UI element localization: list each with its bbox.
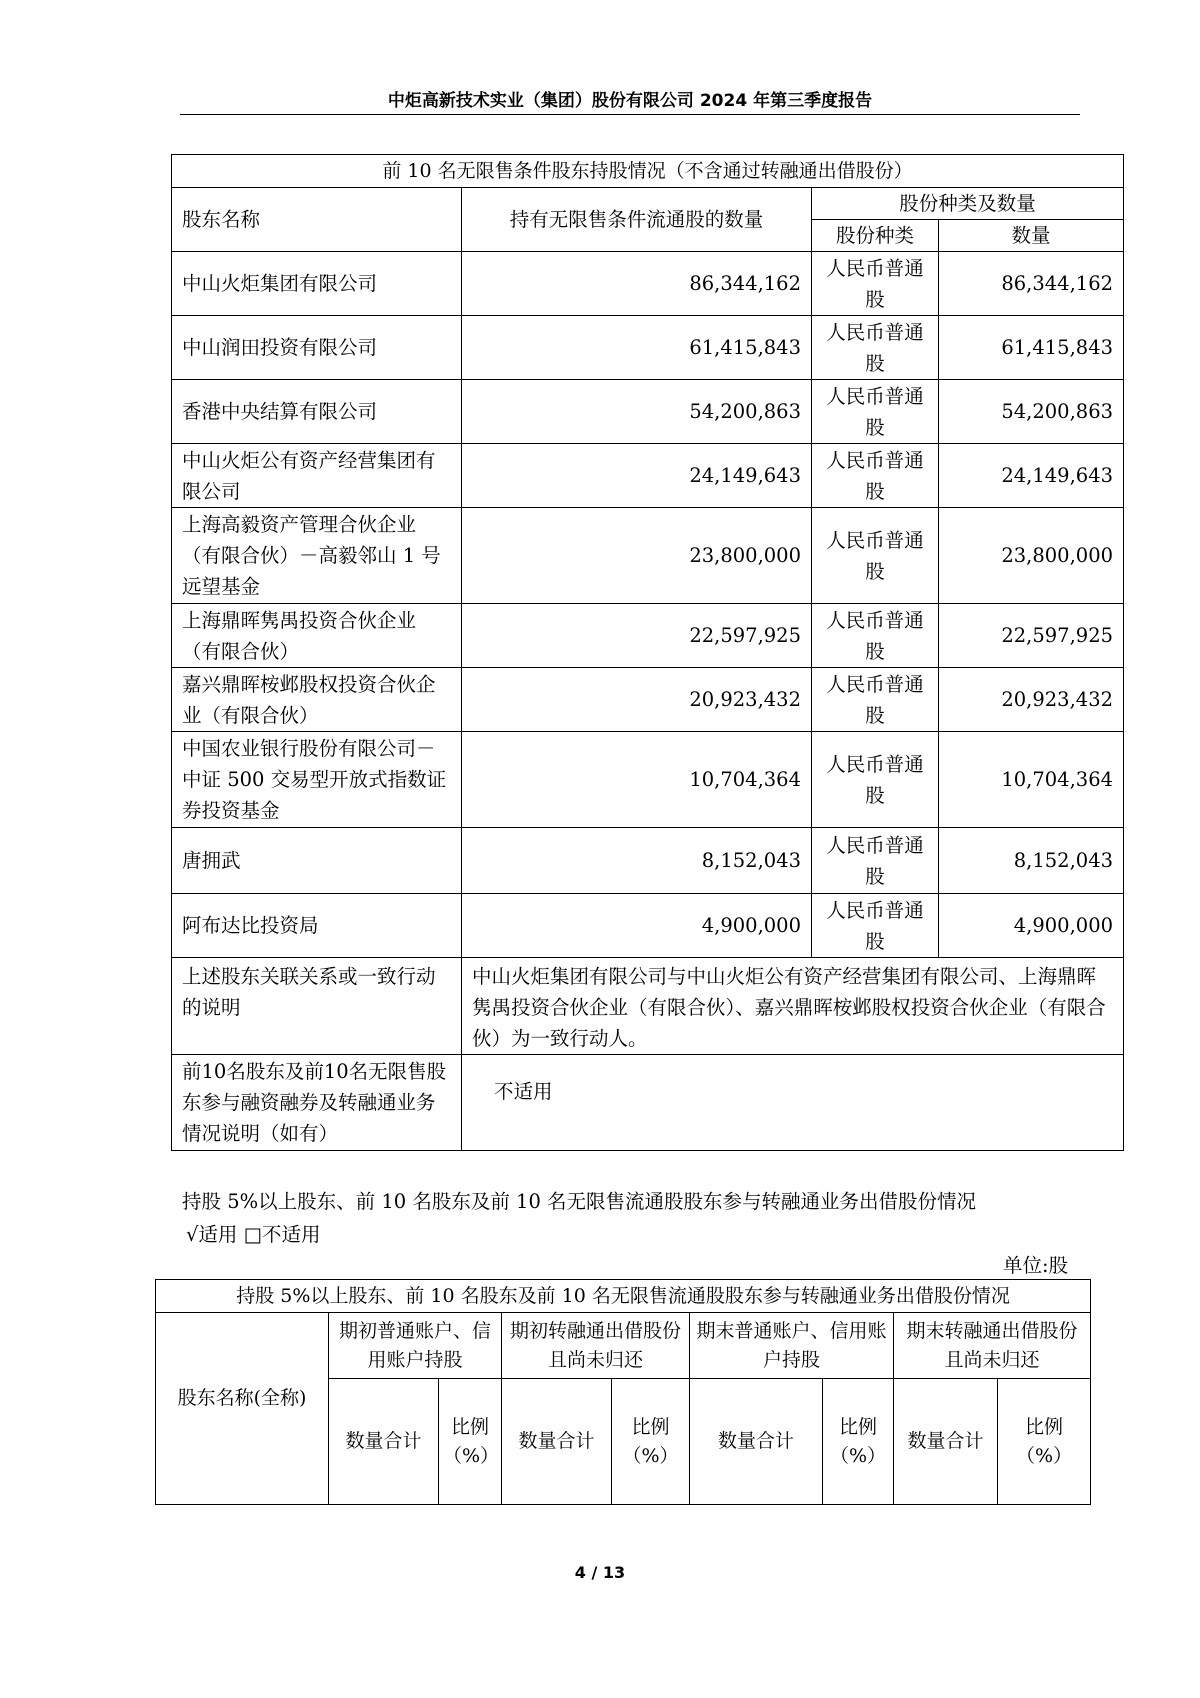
shareholder-name: 上海高毅资产管理合伙企业（有限合伙）－高毅邻山 1 号远望基金: [172, 508, 462, 604]
table-row: [172, 732, 1124, 828]
unrestricted-quantity: 24,149,643: [462, 444, 812, 508]
share-type: 人民币普通股: [812, 508, 939, 604]
table-caption: 持股 5%以上股东、前 10 名股东及前 10 名无限售流通股股东参与转融通业务出借股份情况: [156, 1280, 1091, 1313]
share-type: 人民币普通股: [812, 604, 939, 668]
header-ratio: 比例（%）: [823, 1379, 894, 1505]
unrestricted-quantity: 10,704,364: [462, 732, 812, 828]
section-title: 持股 5%以上股东、前 10 名股东及前 10 名无限售流通股股东参与转融通业务出借股份情况: [182, 1190, 977, 1213]
table-row: [172, 828, 1124, 894]
table-row: [172, 252, 1124, 316]
share-type: 人民币普通股: [812, 252, 939, 316]
unrestricted-quantity: 20,923,432: [462, 668, 812, 732]
applicable-status: √适用 □不适用: [186, 1223, 321, 1246]
shareholder-name: 上海鼎晖隽禺投资合伙企业（有限合伙）: [172, 604, 462, 668]
header-shareholder-fullname: 股东名称(全称): [156, 1313, 329, 1505]
header-quantity-total: 数量合计: [329, 1379, 439, 1505]
shareholder-name: 香港中央结算有限公司: [172, 380, 462, 444]
unrestricted-quantity: 22,597,925: [462, 604, 812, 668]
share-count: 4,900,000: [939, 894, 1124, 958]
share-type: 人民币普通股: [812, 732, 939, 828]
share-count: 61,415,843: [939, 316, 1124, 380]
table-row: [172, 894, 1124, 958]
shareholder-name: 中山润田投资有限公司: [172, 316, 462, 380]
header-share-count: 数量: [939, 220, 1124, 252]
margin-trading-text: 不适用: [462, 1055, 1124, 1151]
header-quantity-total: 数量合计: [894, 1379, 998, 1505]
unrestricted-quantity: 8,152,043: [462, 828, 812, 894]
header-quantity-total: 数量合计: [690, 1379, 823, 1505]
share-type: 人民币普通股: [812, 828, 939, 894]
header-unrestricted-quantity: 持有无限售条件流通股的数量: [462, 188, 812, 252]
shareholder-name: 中国农业银行股份有限公司－中证 500 交易型开放式指数证券投资基金: [172, 732, 462, 828]
table-row: [172, 508, 1124, 604]
page-number: 4 / 13: [574, 1563, 626, 1582]
header-quantity-total: 数量合计: [502, 1379, 612, 1505]
share-count: 86,344,162: [939, 252, 1124, 316]
securities-lending-table: [155, 1279, 1091, 1505]
shareholder-name: 中山火炬公有资产经营集团有限公司: [172, 444, 462, 508]
share-count: 24,149,643: [939, 444, 1124, 508]
header-shareholder-name: 股东名称: [172, 188, 462, 252]
header-ratio: 比例（%）: [998, 1379, 1091, 1505]
table-row: [172, 316, 1124, 380]
header-group-opening-accounts: 期初普通账户、信用账户持股: [329, 1313, 502, 1379]
share-count: 22,597,925: [939, 604, 1124, 668]
report-header: 中炬高新技术实业（集团）股份有限公司 2024 年第三季度报告: [387, 91, 873, 111]
share-type: 人民币普通股: [812, 894, 939, 958]
margin-trading-label: 前10名股东及前10名无限售股东参与融资融券及转融通业务情况说明（如有）: [172, 1055, 462, 1151]
share-count: 23,800,000: [939, 508, 1124, 604]
table-row: [172, 668, 1124, 732]
unit-label: 单位:股: [1003, 1254, 1069, 1277]
unrestricted-quantity: 23,800,000: [462, 508, 812, 604]
share-type: 人民币普通股: [812, 380, 939, 444]
share-type: 人民币普通股: [812, 668, 939, 732]
header-group-closing-accounts: 期末普通账户、信用账户持股: [690, 1313, 894, 1379]
shareholder-name: 阿布达比投资局: [172, 894, 462, 958]
relation-label: 上述股东关联关系或一致行动的说明: [172, 958, 462, 1055]
share-count: 8,152,043: [939, 828, 1124, 894]
unrestricted-quantity: 61,415,843: [462, 316, 812, 380]
share-count: 10,704,364: [939, 732, 1124, 828]
share-count: 20,923,432: [939, 668, 1124, 732]
unrestricted-quantity: 54,200,863: [462, 380, 812, 444]
header-divider: [180, 114, 1080, 115]
unrestricted-quantity: 4,900,000: [462, 894, 812, 958]
header-ratio: 比例（%）: [612, 1379, 690, 1505]
table-row: [172, 604, 1124, 668]
table-row: [172, 380, 1124, 444]
share-count: 54,200,863: [939, 380, 1124, 444]
table-row: [172, 444, 1124, 508]
table-caption: 前 10 名无限售条件股东持股情况（不含通过转融通出借股份）: [172, 155, 1124, 188]
shareholder-name: 唐拥武: [172, 828, 462, 894]
shareholder-name: 嘉兴鼎晖桉邺股权投资合伙企业（有限合伙）: [172, 668, 462, 732]
header-group-closing-lent: 期末转融通出借股份且尚未归还: [894, 1313, 1091, 1379]
header-share-type: 股份种类: [812, 220, 939, 252]
header-group-opening-lent: 期初转融通出借股份且尚未归还: [502, 1313, 690, 1379]
shareholder-name: 中山火炬集团有限公司: [172, 252, 462, 316]
header-ratio: 比例（%）: [439, 1379, 502, 1505]
relation-text: 中山火炬集团有限公司与中山火炬公有资产经营集团有限公司、上海鼎晖隽禺投资合伙企业（有限合伙）、嘉兴鼎晖桉邺股权投资合伙企业（有限合伙）为一致行动人。: [462, 958, 1124, 1055]
share-type: 人民币普通股: [812, 444, 939, 508]
top10-unrestricted-shareholders-table: [171, 154, 1124, 1151]
header-share-type-and-count: 股份种类及数量: [812, 188, 1124, 220]
unrestricted-quantity: 86,344,162: [462, 252, 812, 316]
share-type: 人民币普通股: [812, 316, 939, 380]
